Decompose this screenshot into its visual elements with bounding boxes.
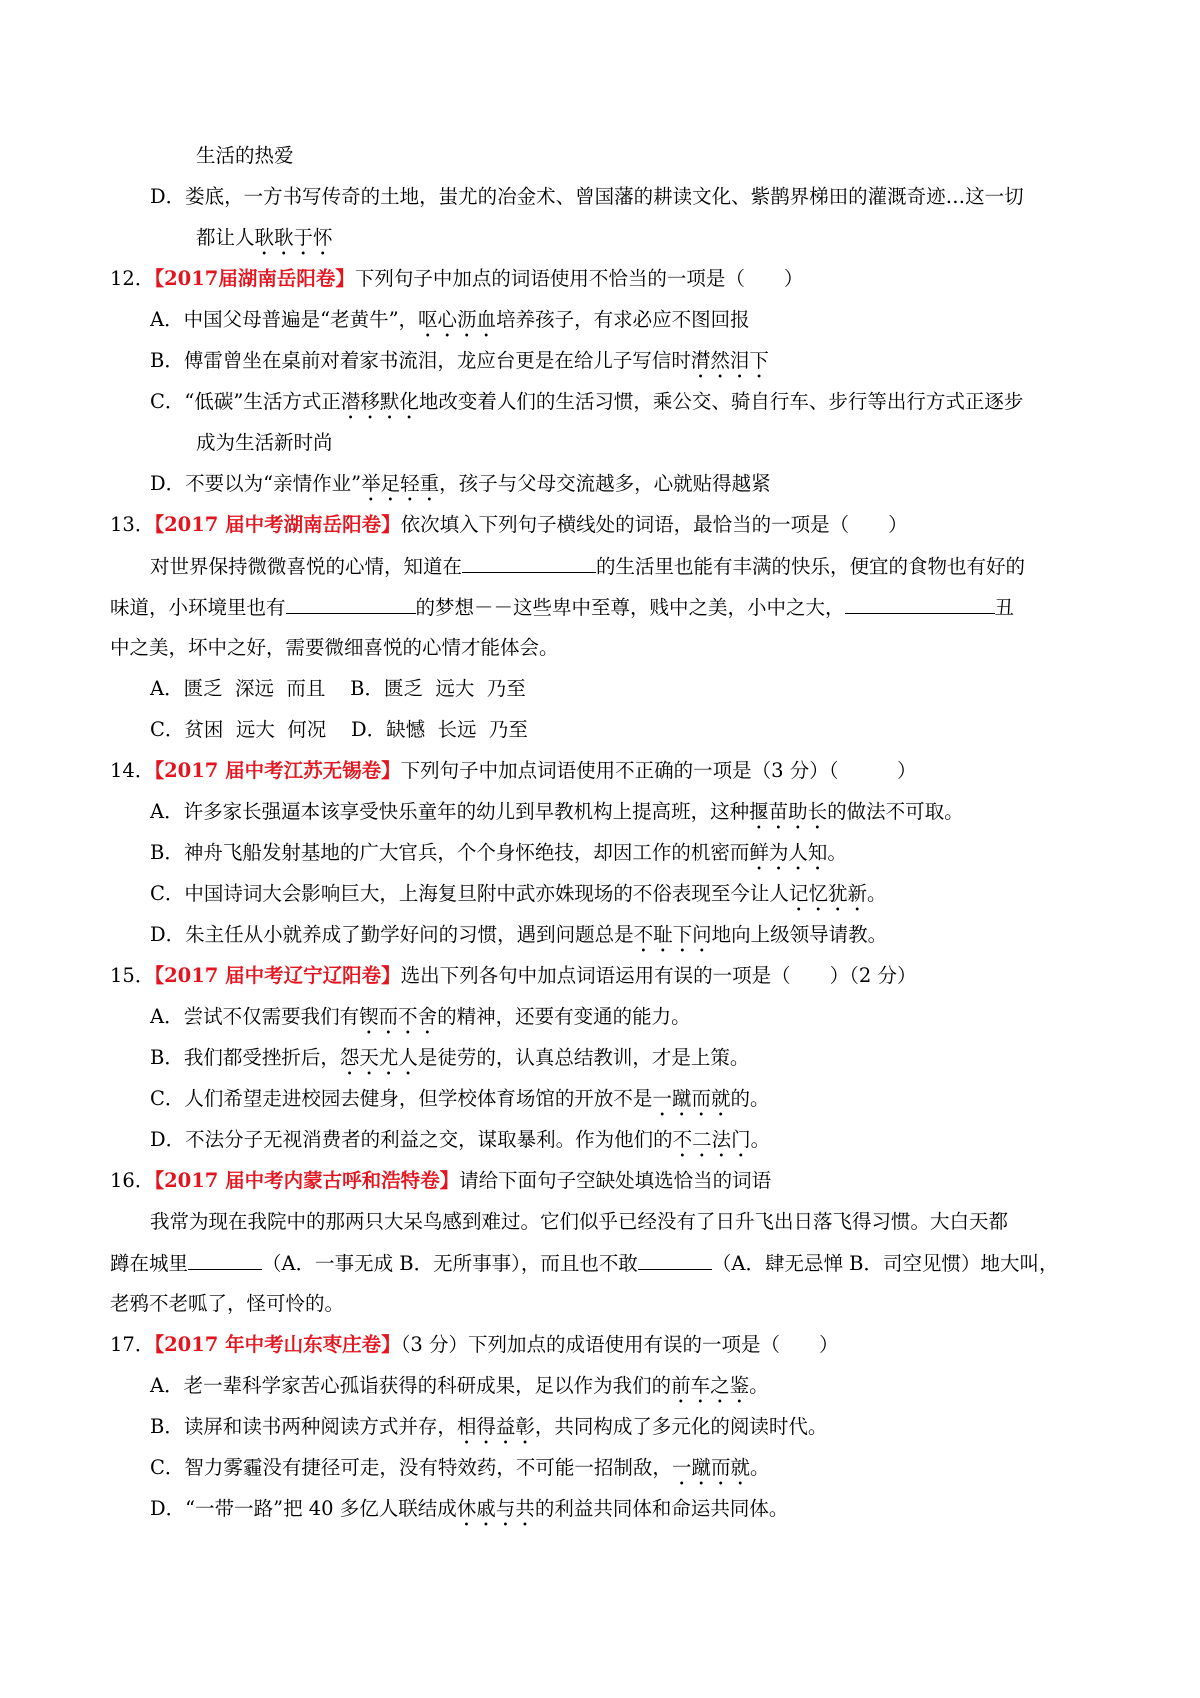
question-source: 【2017 年中考山东枣庄卷】 bbox=[154, 1333, 401, 1356]
emphasis-word: 记忆犹新 bbox=[788, 882, 867, 905]
emphasis-word: 不耻下问 bbox=[633, 923, 712, 946]
question-source: 【2017 届中考湖南岳阳卷】 bbox=[154, 513, 401, 536]
question-source: 【2017 届中考辽宁辽阳卷】 bbox=[154, 964, 401, 987]
emphasis-word: 前车之鉴 bbox=[671, 1374, 750, 1397]
question-13-stem: 13．【2017 届中考湖南岳阳卷】依次填入下列句子横线处的词语，最恰当的一项是（ ） bbox=[110, 513, 908, 536]
fill-blank[interactable] bbox=[638, 1249, 712, 1270]
question-source: 【2017届湖南岳阳卷】 bbox=[154, 267, 355, 290]
q13-passage-line-2: 味道，小环境里也有 的梦想－－这些卑中至尊，贱中之美，小中之大， 丑 bbox=[110, 593, 1014, 622]
fill-blank[interactable] bbox=[845, 593, 995, 614]
emphasis-word: 休戚与共 bbox=[456, 1497, 535, 1520]
q14-option-d: D．朱主任从小就养成了勤学好问的习惯，遇到问题总是不耻下问地向上级领导请教。 bbox=[150, 923, 888, 946]
q15-option-c: C．人们希望走进校园去健身，但学校体育场馆的开放不是一蹴而就的。 bbox=[150, 1087, 770, 1110]
q14-option-b: B．神舟飞船发射基地的广大官兵，个个身怀绝技，却因工作的机密而鲜为人知。 bbox=[150, 841, 847, 864]
question-source: 【2017 届中考内蒙古呼和浩特卷】 bbox=[154, 1169, 460, 1192]
q15-option-a: A．尝试不仅需要我们有锲而不舍的精神，还要有变通的能力。 bbox=[150, 1005, 691, 1028]
emphasis-word: 呕心沥血 bbox=[418, 308, 497, 331]
emphasis-word: 举足轻重 bbox=[361, 472, 440, 495]
emphasis-word: 怨天尤人 bbox=[339, 1046, 418, 1069]
emphasis-word: 耿耿于怀 bbox=[254, 226, 333, 249]
q13-options-row-1: A．匮乏 深远 而且 B．匮乏 远大 乃至 bbox=[150, 677, 526, 700]
q11-option-d-cont: 都让人耿耿于怀 bbox=[196, 226, 333, 249]
q16-passage-line-3: 老鸦不老呱了，怪可怜的。 bbox=[110, 1292, 345, 1315]
question-14-stem: 14．【2017 届中考江苏无锡卷】下列句子中加点词语使用不正确的一项是（3 分）（ ） bbox=[110, 759, 917, 782]
q17-option-c: C．智力雾霾没有捷径可走，没有特效药，不可能一招制敌，一蹴而就。 bbox=[150, 1456, 770, 1479]
emphasis-word: 相得益彰 bbox=[456, 1415, 535, 1438]
q13-passage-line-1: 对世界保持微微喜悦的心情，知道在 的生活里也能有丰满的快乐，便宜的食物也有好的 bbox=[150, 552, 1025, 581]
q17-option-d: D．“一带一路”把 40 多亿人联结成休戚与共的利益共同体和命运共同体。 bbox=[150, 1497, 789, 1520]
q11-option-d: D．娄底，一方书写传奇的土地，蚩尤的冶金术、曾国藩的耕读文化、紫鹊界梯田的灌溉奇迹…这一切 bbox=[150, 185, 1024, 208]
q14-option-c: C．中国诗词大会影响巨大，上海复旦附中武亦姝现场的不俗表现至今让人记忆犹新。 bbox=[150, 882, 887, 905]
q12-option-b: B．傅雷曾坐在桌前对着家书流泪，龙应台更是在给儿子写信时潸然泪下 bbox=[150, 349, 769, 372]
fill-blank[interactable] bbox=[462, 552, 596, 573]
emphasis-word: 一蹴而就 bbox=[671, 1456, 750, 1479]
fill-blank[interactable] bbox=[286, 593, 416, 614]
q12-option-a: A．中国父母普遍是“老黄牛”，呕心沥血培养孩子，有求必应不图回报 bbox=[150, 308, 750, 331]
emphasis-word: 揠苗助长 bbox=[749, 800, 828, 823]
question-17-stem: 17．【2017 年中考山东枣庄卷】（3 分）下列加点的成语使用有误的一项是（ ） bbox=[110, 1333, 839, 1356]
q17-option-b: B．读屏和读书两种阅读方式并存，相得益彰，共同构成了多元化的阅读时代。 bbox=[150, 1415, 828, 1438]
q15-option-d: D．不法分子无视消费者的利益之交，谋取暴利。作为他们的不二法门。 bbox=[150, 1128, 771, 1151]
q12-option-d: D．不要以为“亲情作业”举足轻重，孩子与父母交流越多，心就贴得越紧 bbox=[150, 472, 771, 495]
emphasis-word: 不二法门 bbox=[672, 1128, 751, 1151]
q16-passage-line-2: 蹲在城里 （A．一事无成 B．无所事事），而且也不敢 （A．肆无忌惮 B．司空见惯）地大叫， bbox=[110, 1249, 1059, 1278]
emphasis-word: 潸然泪下 bbox=[690, 349, 769, 372]
q16-passage-line-1: 我常为现在我院中的那两只大呆鸟感到难过。它们似乎已经没有了日升飞出日落飞得习惯。大白天都 bbox=[150, 1210, 1009, 1233]
question-12-stem: 12．【2017届湖南岳阳卷】下列句子中加点的词语使用不恰当的一项是（ ） bbox=[110, 267, 804, 290]
fill-blank[interactable] bbox=[188, 1249, 262, 1270]
emphasis-word: 一蹴而就 bbox=[652, 1087, 731, 1110]
question-source: 【2017 届中考江苏无锡卷】 bbox=[154, 759, 401, 782]
q14-option-a: A．许多家长强逼本该享受快乐童年的幼儿到早教机构上提高班，这种揠苗助长的做法不可取。 bbox=[150, 800, 964, 823]
q13-options-row-2: C．贫困 远大 何况 D．缺憾 长远 乃至 bbox=[150, 718, 528, 741]
emphasis-word: 锲而不舍 bbox=[359, 1005, 438, 1028]
q12-option-c: C．“低碳”生活方式正潜移默化地改变着人们的生活习惯，乘公交、骑自行车、步行等出行方式正逐步 bbox=[150, 390, 1024, 413]
q15-option-b: B．我们都受挫折后，怨天尤人是徒劳的，认真总结教训，才是上策。 bbox=[150, 1046, 750, 1069]
q13-passage-line-3: 中之美，坏中之好，需要微细喜悦的心情才能体会。 bbox=[110, 636, 559, 659]
emphasis-word: 鲜为人知 bbox=[749, 841, 828, 864]
q11-continuation: 生活的热爱 bbox=[196, 144, 294, 167]
question-16-stem: 16．【2017 届中考内蒙古呼和浩特卷】请给下面句子空缺处填选恰当的词语 bbox=[110, 1169, 772, 1192]
emphasis-word: 潜移默化 bbox=[340, 390, 419, 413]
q17-option-a: A．老一辈科学家苦心孤诣获得的科研成果，足以作为我们的前车之鉴。 bbox=[150, 1374, 769, 1397]
question-15-stem: 15．【2017 届中考辽宁辽阳卷】选出下列各句中加点词语运用有误的一项是（ ）（2 分） bbox=[110, 964, 917, 987]
q12-option-c-cont: 成为生活新时尚 bbox=[196, 431, 333, 454]
